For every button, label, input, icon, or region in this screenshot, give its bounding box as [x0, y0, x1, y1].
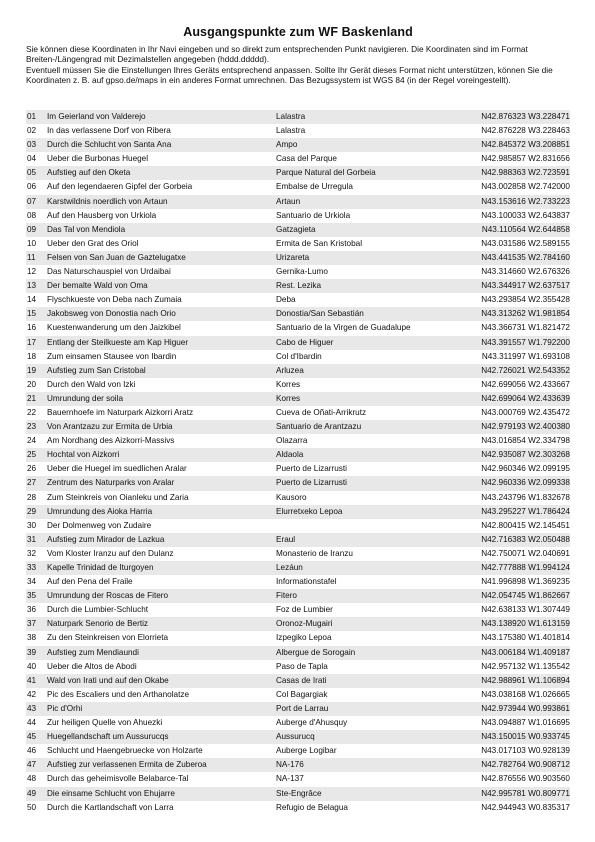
- route-name: Hochtal von Aizkorri: [47, 450, 120, 460]
- start-point: Casa del Parque: [276, 154, 337, 164]
- table-row: [26, 138, 570, 152]
- start-point: Olazarra: [276, 436, 308, 446]
- table-row: [26, 350, 570, 364]
- row-number: 02: [27, 126, 37, 136]
- route-name: Zum Steinkreis von Oianleku und Zaria: [47, 492, 189, 502]
- table-row: [26, 547, 570, 561]
- table-row: [26, 730, 570, 744]
- row-number: 13: [27, 281, 37, 291]
- coordinates: N42.800415 W2.145451: [481, 520, 570, 530]
- document-page: [26, 24, 570, 812]
- row-number: 20: [27, 379, 37, 389]
- coordinates: N42.944943 W0.835317: [481, 802, 570, 812]
- row-number: 36: [27, 605, 37, 615]
- start-point: Izpegiko Lepoa: [276, 633, 332, 643]
- row-number: 25: [27, 450, 37, 460]
- start-point: Gatzagieta: [276, 224, 316, 234]
- start-point: Cueva de Oñati-Arrikrutz: [276, 407, 367, 417]
- coordinates: N43.313262 W1.981854: [481, 309, 570, 319]
- route-name: Durch die Lumbier-Schlucht: [47, 605, 149, 615]
- row-number: 32: [27, 548, 37, 558]
- route-name: Durch die Kartlandschaft von Larra: [47, 802, 174, 812]
- route-name: Felsen von San Juan de Gaztelugatxe: [47, 252, 186, 262]
- row-number: 38: [27, 633, 37, 643]
- table-row: [26, 110, 570, 124]
- row-number: 48: [27, 774, 37, 784]
- coordinates: N42.845372 W3.208851: [481, 140, 570, 150]
- row-number: 06: [27, 182, 37, 192]
- start-point: Donostia/San Sebastián: [276, 309, 364, 319]
- start-point: Puerto de Lizarrusti: [276, 464, 347, 474]
- table-row: [26, 434, 570, 448]
- route-name: Die einsame Schlucht von Ehujarre: [47, 788, 175, 798]
- route-name: Aufstieg zum San Cristobal: [47, 365, 146, 375]
- table-row: [26, 688, 570, 702]
- coordinates: N43.000769 W2.435472: [481, 407, 570, 417]
- table-row: [26, 237, 570, 251]
- intro-text: [26, 44, 570, 86]
- coordinates: N43.017103 W0.928139: [481, 746, 570, 756]
- route-name: Kuestenwanderung um den Jaizkibel: [47, 323, 181, 333]
- row-number: 12: [27, 267, 37, 277]
- start-point: Auberge d'Ahusquy: [276, 718, 348, 728]
- start-point: Fitero: [276, 591, 297, 601]
- start-point: Port de Larrau: [276, 703, 329, 713]
- route-name: Kapelle Trinidad de Iturgoyen: [47, 563, 154, 572]
- coordinates: N42.876323 W3.228471: [481, 112, 570, 121]
- coordinates: N43.006184 W1.409187: [481, 647, 570, 657]
- table-row: [26, 223, 570, 237]
- table-row: [26, 758, 570, 772]
- intro-paragraph-2: Eventuell müssen Sie die Einstellungen Ihres Geräts entsprechend anpassen. Sollte Ihr Gerät dieses Format nicht unterstützen, können Sie die Koordinaten z. B. auf gpso.de/maps in ein anderes Format umrechnen. Das Bezugssystem ist WGS 84 (in der Regel voreingestellt).: [26, 64, 553, 86]
- start-point: Aldaola: [276, 450, 304, 460]
- coordinates: N43.038168 W1.026665: [481, 689, 570, 699]
- route-name: Schlucht und Haengebruecke von Holzarte: [47, 746, 203, 756]
- start-point: Arluzea: [276, 365, 304, 375]
- start-point: Auberge Logibar: [276, 746, 337, 756]
- route-name: Entlang der Steilkueste am Kap Higuer: [47, 337, 189, 347]
- table-row: [26, 209, 570, 223]
- start-point: Deba: [276, 295, 296, 305]
- row-number: 11: [27, 252, 36, 262]
- coordinates: N43.391557 W1.792200: [481, 337, 570, 347]
- row-number: 14: [27, 295, 37, 305]
- start-point: Parque Natural del Gorbeia: [276, 168, 376, 178]
- route-name: Im Geierland von Valderejo: [47, 112, 146, 121]
- row-number: 24: [27, 436, 37, 446]
- coordinates: N42.782764 W0.908712: [481, 760, 570, 770]
- table-row: [26, 660, 570, 674]
- row-number: 16: [27, 323, 37, 333]
- coordinates: N43.031586 W2.589155: [481, 238, 570, 248]
- table-row: [26, 702, 570, 716]
- route-name: Auf den Pena del Fraile: [47, 577, 133, 587]
- row-number: 47: [27, 760, 37, 770]
- start-point: Paso de Tapla: [276, 661, 328, 671]
- row-number: 44: [27, 718, 37, 728]
- coordinates: N43.314660 W2.676326: [481, 267, 570, 277]
- start-point: Gernika-Lumo: [276, 267, 328, 277]
- coordinates: N43.293854 W2.355428: [481, 295, 570, 305]
- row-number: 40: [27, 661, 37, 671]
- start-point: Lalastra: [276, 126, 306, 136]
- route-name: Umrundung der Roscas de Fitero: [47, 591, 169, 601]
- route-name: Ueber die Burbonas Huegel: [47, 154, 149, 164]
- row-number: 03: [27, 140, 37, 150]
- start-point: Ermita de San Kristobal: [276, 238, 363, 248]
- row-number: 45: [27, 732, 37, 742]
- coordinates: N42.777888 W1.994124: [481, 563, 570, 572]
- coordinates: N42.876556 W0.903560: [481, 774, 570, 784]
- row-number: 41: [27, 675, 37, 685]
- table-row: [26, 251, 570, 265]
- route-name: Der Dolmenweg von Zudaire: [47, 520, 152, 530]
- start-point: Kausoro: [276, 492, 307, 502]
- coordinates: N42.699064 W2.433639: [481, 393, 570, 403]
- route-name: Bauernhoefe im Naturpark Aizkorri Aratz: [47, 407, 194, 417]
- start-point: Santuario de la Virgen de Guadalupe: [276, 323, 411, 333]
- row-number: 15: [27, 309, 37, 319]
- route-name: Vom Kloster Iranzu auf den Dulanz: [47, 548, 174, 558]
- start-point: Korres: [276, 393, 301, 403]
- start-point: Refugio de Belagua: [276, 802, 348, 812]
- start-point: Col d'Ibardin: [276, 351, 322, 361]
- waypoint-list: [26, 110, 570, 815]
- row-number: 42: [27, 689, 37, 699]
- start-point: Casas de Irati: [276, 675, 327, 685]
- route-name: Jakobsweg von Donostia nach Orio: [47, 309, 176, 319]
- route-name: Durch den Wald von Izki: [47, 379, 136, 389]
- coordinates: N42.957132 W1.135542: [481, 661, 570, 671]
- row-number: 28: [27, 492, 37, 502]
- coordinates: N42.979193 W2.400380: [481, 422, 570, 432]
- start-point: Ampo: [276, 140, 298, 150]
- row-number: 39: [27, 647, 37, 657]
- route-name: Karstwildnis noerdlich von Artaun: [47, 196, 168, 206]
- table-row: [26, 279, 570, 293]
- table-row: [26, 448, 570, 462]
- start-point: Lalastra: [276, 112, 306, 121]
- page-title: Ausgangspunkte zum WF Baskenland: [183, 25, 413, 39]
- route-name: Der bemalte Wald von Oma: [47, 281, 148, 291]
- table-row: [26, 787, 570, 801]
- coordinates: N42.988363 W2.723591: [481, 168, 570, 178]
- route-name: Huegellandschaft um Aussurucqs: [47, 732, 169, 742]
- row-number: 43: [27, 703, 37, 713]
- intro-paragraph-1: Sie können diese Koordinaten in Ihr Navi eingeben und so direkt zum entsprechenden Punkt navigieren. Die Koordinaten sind im Format Breiten-/Längengrad mit Dezimalstellen angegeben (hddd.ddddd).: [26, 44, 528, 65]
- route-name: Durch die Schlucht von Santa Ana: [47, 140, 172, 150]
- route-name: Aufstieg zum Mirador de Lazkua: [47, 534, 165, 544]
- route-name: Von Arantzazu zur Ermita de Urbia: [47, 422, 173, 432]
- start-point: Santuario de Arantzazu: [276, 422, 362, 432]
- start-point: Aussurucq: [276, 732, 315, 742]
- table-row: [26, 420, 570, 434]
- route-name: Flyschkueste von Deba nach Zumaia: [47, 295, 182, 305]
- table-row: [26, 519, 570, 533]
- route-name: Umrundung der soila: [47, 393, 124, 403]
- start-point: Embalse de Urregula: [276, 182, 353, 192]
- coordinates: N42.960346 W2.099195: [481, 464, 570, 474]
- coordinates: N43.311997 W1.693108: [481, 351, 570, 361]
- table-row: [26, 124, 570, 138]
- table-row: [26, 392, 570, 406]
- coordinates: N43.366731 W1.821472: [481, 323, 570, 333]
- coordinates: N42.995781 W0.809771: [481, 788, 570, 798]
- row-number: 35: [27, 591, 37, 601]
- coordinates: N43.002858 W2.742000: [481, 182, 570, 192]
- route-name: Ueber die Altos de Abodi: [47, 661, 137, 671]
- row-number: 46: [27, 746, 37, 756]
- table-row: [26, 180, 570, 194]
- table-row: [26, 195, 570, 209]
- table-row: [26, 603, 570, 617]
- route-name: Ueber den Grat des Oriol: [47, 238, 139, 248]
- route-name: Wald von Irati und auf den Okabe: [47, 675, 169, 685]
- table-row: [26, 575, 570, 589]
- start-point: Elurretxeko Lepoa: [276, 506, 343, 516]
- table-row: [26, 293, 570, 307]
- row-number: 09: [27, 224, 37, 234]
- table-row: [26, 364, 570, 378]
- coordinates: N43.441535 W2.784160: [481, 252, 570, 262]
- row-number: 27: [27, 478, 37, 488]
- route-name: Das Tal von Mendiola: [47, 224, 126, 234]
- start-point: Santuario de Urkiola: [276, 210, 351, 220]
- coordinates: N42.716383 W2.050488: [481, 534, 570, 544]
- start-point: Cabo de Higuer: [276, 337, 334, 347]
- table-row: [26, 744, 570, 758]
- coordinates: N43.153616 W2.733223: [481, 196, 570, 206]
- row-number: 17: [27, 337, 37, 347]
- coordinates: N42.935087 W2.303268: [481, 450, 570, 460]
- coordinates: N42.726021 W2.543352: [481, 365, 570, 375]
- coordinates: N43.243796 W1.832678: [481, 492, 570, 502]
- row-number: 01: [27, 112, 37, 121]
- route-name: In das verlassene Dorf von Ribera: [47, 126, 171, 136]
- table-row: [26, 674, 570, 688]
- row-number: 22: [27, 407, 37, 417]
- row-number: 10: [27, 238, 37, 248]
- route-name: Naturpark Senorio de Bertiz: [47, 619, 149, 629]
- table-row: [26, 491, 570, 505]
- start-point: Urizareta: [276, 252, 310, 262]
- row-number: 08: [27, 210, 37, 220]
- table-row: [26, 561, 570, 575]
- route-name: Aufstieg auf den Oketa: [47, 168, 131, 178]
- coordinates: N42.054745 W1.862667: [481, 591, 570, 601]
- route-name: Zum einsamen Stausee von Ibardin: [47, 351, 177, 361]
- table-row: [26, 462, 570, 476]
- row-number: 04: [27, 154, 37, 164]
- coordinates: N42.960336 W2.099338: [481, 478, 570, 488]
- start-point: Puerto de Lizarrusti: [276, 478, 347, 488]
- coordinates: N42.699056 W2.433667: [481, 379, 570, 389]
- coordinates: N43.175380 W1.401814: [481, 633, 570, 643]
- route-name: Aufstieg zur verlassenen Ermita de Zuberoa: [47, 760, 207, 770]
- start-point: Foz de Lumbier: [276, 605, 333, 615]
- coordinates: N43.295227 W1.786424: [481, 506, 570, 516]
- route-name: Zu den Steinkreisen von Elorrieta: [47, 633, 169, 643]
- coordinates: N42.750071 W2.040691: [481, 548, 570, 558]
- route-name: Auf den Hausberg von Urkiola: [47, 210, 157, 220]
- row-number: 29: [27, 506, 37, 516]
- coordinates: N42.876228 W3.228463: [481, 126, 570, 136]
- route-name: Umrundung des Aioka Harria: [47, 506, 153, 516]
- row-number: 05: [27, 168, 37, 178]
- route-name: Ueber die Huegel im suedlichen Aralar: [47, 464, 187, 474]
- coordinates: N43.016854 W2.334798: [481, 436, 570, 446]
- coordinates: N43.150015 W0.933745: [481, 732, 570, 742]
- table-row: [26, 152, 570, 166]
- row-number: 49: [27, 788, 37, 798]
- row-number: 37: [27, 619, 37, 629]
- table-row: [26, 307, 570, 321]
- coordinates: N43.138920 W1.613159: [481, 619, 570, 629]
- coordinates: N42.973944 W0.993861: [481, 703, 570, 713]
- route-name: Pic des Escaliers und den Arthanolatze: [47, 689, 190, 699]
- route-name: Aufstieg zum Mendiaundi: [47, 647, 139, 657]
- row-number: 50: [27, 802, 37, 812]
- table-row: [26, 505, 570, 519]
- coordinates: N43.094887 W1.016695: [481, 718, 570, 728]
- row-number: 21: [27, 393, 37, 403]
- table-row: [26, 772, 570, 786]
- table-row: [26, 166, 570, 180]
- start-point: Monasterio de Iranzu: [276, 548, 353, 558]
- table-row: [26, 617, 570, 631]
- row-number: 23: [27, 422, 37, 432]
- table-row: [26, 378, 570, 392]
- coordinates: N41.996898 W1.369235: [481, 577, 570, 587]
- start-point: Lezáun: [276, 563, 303, 572]
- route-name: Das Naturschauspiel von Urdaibai: [47, 267, 171, 277]
- table-row: [26, 265, 570, 279]
- coordinates: N43.344917 W2.637517: [481, 281, 570, 291]
- start-point: Rest. Lezika: [276, 281, 322, 291]
- row-number: 30: [27, 520, 37, 530]
- start-point: Informationstafel: [276, 577, 337, 587]
- row-number: 07: [27, 196, 37, 206]
- coordinates: N43.110564 W2.644858: [481, 224, 570, 234]
- start-point: Eraul: [276, 534, 296, 544]
- coordinates: N42.988961 W1.106894: [481, 675, 570, 685]
- route-name: Durch das geheimisvolle Belabarce-Tal: [47, 774, 189, 784]
- row-number: 26: [27, 464, 37, 474]
- start-point: NA-137: [276, 774, 304, 784]
- table-row: [26, 321, 570, 335]
- coordinates: N43.100033 W2.643837: [481, 210, 570, 220]
- table-row: [26, 476, 570, 490]
- table-row: [26, 589, 570, 603]
- coordinates: N42.985857 W2.831656: [481, 154, 570, 164]
- table-row: [26, 336, 570, 350]
- route-name: Auf den legendaeren Gipfel der Gorbeia: [47, 182, 193, 192]
- table-row: [26, 533, 570, 547]
- row-number: 34: [27, 577, 37, 587]
- table-row: [26, 646, 570, 660]
- coordinates: N42.638133 W1.307449: [481, 605, 570, 615]
- row-number: 33: [27, 563, 37, 572]
- table-row: [26, 801, 570, 815]
- start-point: Col Bagargiak: [276, 689, 328, 699]
- route-name: Zur heiligen Quelle von Ahuezki: [47, 718, 163, 728]
- row-number: 18: [27, 351, 37, 361]
- start-point: NA-176: [276, 760, 304, 770]
- route-name: Pic d'Orhi: [47, 703, 83, 713]
- route-name: Zentrum des Naturparks von Aralar: [47, 478, 175, 488]
- table-row: [26, 716, 570, 730]
- start-point: Artaun: [276, 196, 301, 206]
- start-point: Ste-Engrâce: [276, 788, 322, 798]
- row-number: 31: [27, 534, 37, 544]
- table-row: [26, 631, 570, 645]
- row-number: 19: [27, 365, 37, 375]
- start-point: Albergue de Sorogain: [276, 647, 356, 657]
- start-point: Korres: [276, 379, 301, 389]
- route-name: Am Nordhang des Aizkorri-Massivs: [47, 436, 175, 446]
- table-row: [26, 406, 570, 420]
- start-point: Oronoz-Mugairi: [276, 619, 333, 629]
